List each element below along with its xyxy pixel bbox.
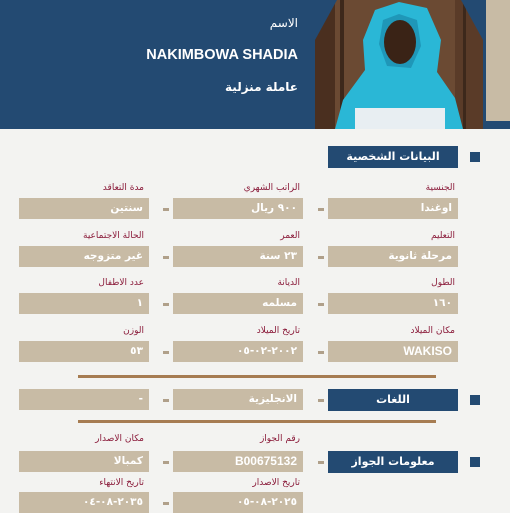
section-personal-marker	[470, 152, 480, 162]
nationality-value: اوغندا	[328, 198, 458, 219]
language-arabic-value: -	[19, 389, 149, 410]
passport-number-value: B00675132	[173, 451, 303, 472]
connector	[163, 256, 169, 259]
section-divider	[78, 375, 436, 378]
side-accent-line	[486, 121, 510, 129]
connector	[163, 502, 169, 505]
age-label: العمر	[280, 231, 300, 241]
religion-label: الديانة	[277, 278, 300, 288]
connector	[318, 256, 324, 259]
connector	[318, 351, 324, 354]
issue-date-value: ٢٠٢٥-٠٨-٠٥	[173, 492, 303, 513]
candidate-name: NAKIMBOWA SHADIA	[146, 47, 298, 63]
birthdate-value: ٢٠٠٢-٠٢-٠٥	[173, 341, 303, 362]
language-english-value: الانجليزية	[173, 389, 303, 410]
weight-label: الوزن	[123, 326, 144, 336]
connector	[318, 303, 324, 306]
children-label: عدد الاطفال	[98, 278, 144, 288]
issue-place-label: مكان الاصدار	[95, 434, 144, 444]
connector	[318, 461, 324, 464]
age-value: ٢٣ سنة	[173, 246, 303, 267]
side-accent	[486, 0, 510, 121]
job-title: عاملة منزلية	[225, 80, 298, 94]
section-divider	[78, 420, 436, 423]
marital-value: غير متزوجه	[19, 246, 149, 267]
name-label: الاسم	[269, 16, 298, 30]
issue-place-value: كمبالا	[19, 451, 149, 472]
connector	[163, 351, 169, 354]
photo-image	[315, 0, 483, 129]
issue-date-label: تاريخ الاصدار	[252, 478, 300, 488]
connector	[163, 303, 169, 306]
candidate-photo	[315, 0, 483, 129]
education-value: مرحلة ثانوية	[328, 246, 458, 267]
birthplace-label: مكان الميلاد	[410, 326, 455, 336]
contract-value: سنتين	[19, 198, 149, 219]
section-passport-marker	[470, 457, 480, 467]
height-value: ١٦٠	[328, 293, 458, 314]
connector	[318, 399, 324, 402]
section-languages-title: اللغات	[328, 389, 458, 411]
section-passport-title: معلومات الجواز	[328, 451, 458, 473]
weight-value: ٥٣	[19, 341, 149, 362]
height-label: الطول	[431, 278, 455, 288]
marital-label: الحالة الاجتماعية	[83, 231, 144, 241]
birthdate-label: تاريخ الميلاد	[256, 326, 300, 336]
children-value: ١	[19, 293, 149, 314]
section-personal-title: البيانات الشخصية	[328, 146, 458, 168]
expiry-label: تاريخ الانتهاء	[99, 478, 144, 488]
salary-label: الراتب الشهري	[243, 183, 300, 193]
religion-value: مسلمه	[173, 293, 303, 314]
education-label: التعليم	[431, 231, 455, 241]
connector	[163, 208, 169, 211]
connector	[163, 461, 169, 464]
expiry-value: ٢٠٣٥-٠٨-٠٤	[19, 492, 149, 513]
birthplace-value: WAKISO	[328, 341, 458, 362]
nationality-label: الجنسية	[425, 183, 455, 193]
connector	[318, 208, 324, 211]
salary-value: ٩٠٠ ريال	[173, 198, 303, 219]
contract-label: مدة التعاقد	[102, 183, 144, 193]
connector	[163, 399, 169, 402]
passport-number-label: رقم الجواز	[259, 434, 300, 444]
section-languages-marker	[470, 395, 480, 405]
